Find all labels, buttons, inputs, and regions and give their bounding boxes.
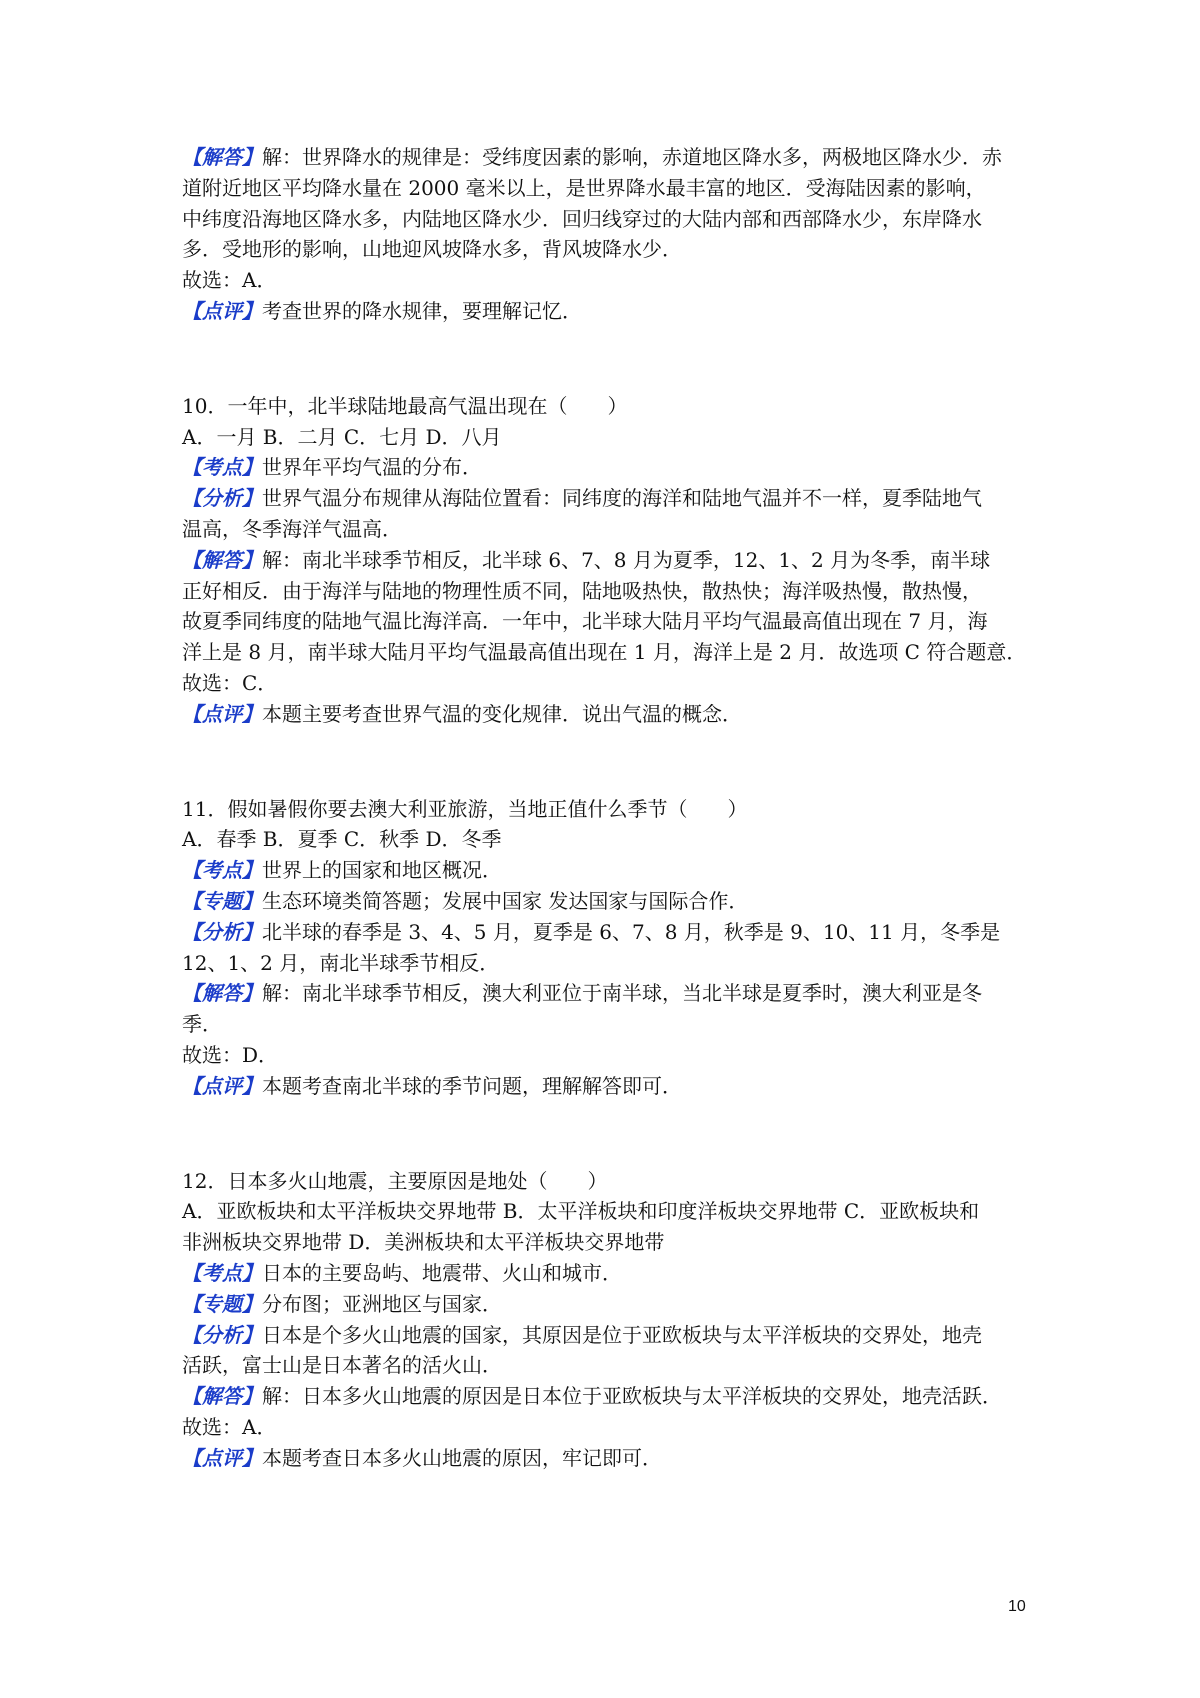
review-tag: 【点评】 [182,298,262,323]
point-tag: 【考点】 [182,455,262,480]
q11-analysis-line-1: 【分析】北半球的春季是 3、4、5 月，夏季是 6、7、8 月，秋季是 9、10、11 月，冬季是 [182,919,1001,944]
q11-analysis-line-2: 12、1、2 月，南北半球季节相反． [182,950,500,975]
q11-question: 11．假如暑假你要去澳大利亚旅游，当地正值什么季节（ ） [182,796,748,821]
q10-options: A．一月 B．二月 C．七月 D．八月 [182,424,502,449]
q9-answer-line-2: 道附近地区平均降水量在 2000 毫米以上，是世界降水最丰富的地区．受海陆因素的影响， [182,175,986,200]
q12-choice: 故选：A． [182,1414,277,1439]
q10-analysis-line-2: 温高，冬季海洋气温高． [182,516,402,541]
point-tag: 【考点】 [182,858,262,883]
topic-tag: 【专题】 [182,1291,262,1316]
q10-answer-line-4: 洋上是 8 月，南半球大陆月平均气温最高值出现在 1 月，海洋上是 2 月．故选项 C 符合题意． [182,640,1027,665]
q10-analysis-line-1: 【分析】世界气温分布规律从海陆位置看：同纬度的海洋和陆地气温并不一样，夏季陆地气 [182,486,982,511]
review-tag: 【点评】 [182,701,262,726]
answer-tag: 【解答】 [182,145,262,169]
q12-review: 【点评】本题考查日本多火山地震的原因，牢记即可． [182,1445,662,1470]
topic-tag: 【专题】 [182,888,262,913]
q11-point: 【考点】世界上的国家和地区概况． [182,858,502,883]
answer-tag: 【解答】 [182,1384,262,1409]
q10-review: 【点评】本题主要考查世界气温的变化规律．说出气温的概念． [182,701,742,726]
q12-answer: 【解答】解：日本多火山地震的原因是日本位于亚欧板块与太平洋板块的交界处，地壳活跃． [182,1384,1002,1409]
q11-answer-line-1: 【解答】解：南北半球季节相反，澳大利亚位于南半球，当北半球是夏季时，澳大利亚是冬 [182,981,982,1006]
q9-answer-line-3: 中纬度沿海地区降水多，内陆地区降水少．回归线穿过的大陆内部和西部降水少，东岸降水 [182,206,982,231]
q9-review: 【点评】考查世界的降水规律，要理解记忆． [182,298,582,323]
q11-review: 【点评】本题考查南北半球的季节问题，理解解答即可． [182,1073,682,1098]
q11-options: A．春季 B．夏季 C．秋季 D．冬季 [182,827,502,852]
q9-answer-line-1: 【解答】解：世界降水的规律是：受纬度因素的影响，赤道地区降水多，两极地区降水少．赤 [182,145,1002,169]
point-tag: 【考点】 [182,1260,262,1285]
q11-topic: 【专题】生态环境类简答题；发展中国家 发达国家与国际合作． [182,888,749,913]
page-content [182,142,1042,1473]
q12-topic: 【专题】分布图；亚洲地区与国家． [182,1291,502,1316]
q10-answer-line-1: 【解答】解：南北半球季节相反，北半球 6、7、8 月为夏季，12、1、2 月为冬季，南半球 [182,547,991,572]
answer-tag: 【解答】 [182,981,262,1006]
q12-point: 【考点】日本的主要岛屿、地震带、火山和城市． [182,1260,622,1285]
analysis-tag: 【分析】 [182,486,262,511]
q11-choice: 故选：D． [182,1042,279,1067]
q12-options-line-1: A．亚欧板块和太平洋板块交界地带 B．太平洋板块和印度洋板块交界地带 C．亚欧板块和 [182,1199,980,1224]
q12-analysis-line-2: 活跃，富士山是日本著名的活火山． [182,1353,502,1378]
q10-question: 10．一年中，北半球陆地最高气温出现在（ ） [182,393,628,418]
analysis-tag: 【分析】 [182,1322,262,1347]
review-tag: 【点评】 [182,1073,262,1098]
q11-answer-line-2: 季． [182,1012,222,1037]
q9-answer-line-4: 多．受地形的影响，山地迎风坡降水多，背风坡降水少． [182,237,682,262]
q12-question: 12．日本多火山地震，主要原因是地处（ ） [182,1168,608,1193]
analysis-tag: 【分析】 [182,919,262,944]
q9-choice: 故选：A． [182,268,277,293]
review-tag: 【点评】 [182,1445,262,1470]
q10-answer-line-3: 故夏季同纬度的陆地气温比海洋高．一年中，北半球大陆月平均气温最高值出现在 7 月，海 [182,609,988,634]
q10-choice: 故选：C． [182,670,278,695]
answer-tag: 【解答】 [182,547,262,572]
q12-options-line-2: 非洲板块交界地带 D．美洲板块和太平洋板块交界地带 [182,1230,665,1255]
q10-answer-line-2: 正好相反．由于海洋与陆地的物理性质不同，陆地吸热快，散热快；海洋吸热慢，散热慢， [182,578,982,603]
q10-point: 【考点】世界年平均气温的分布． [182,455,482,480]
page-number: 10 [1008,1598,1026,1615]
q12-analysis-line-1: 【分析】日本是个多火山地震的国家，其原因是位于亚欧板块与太平洋板块的交界处，地壳 [182,1322,982,1347]
